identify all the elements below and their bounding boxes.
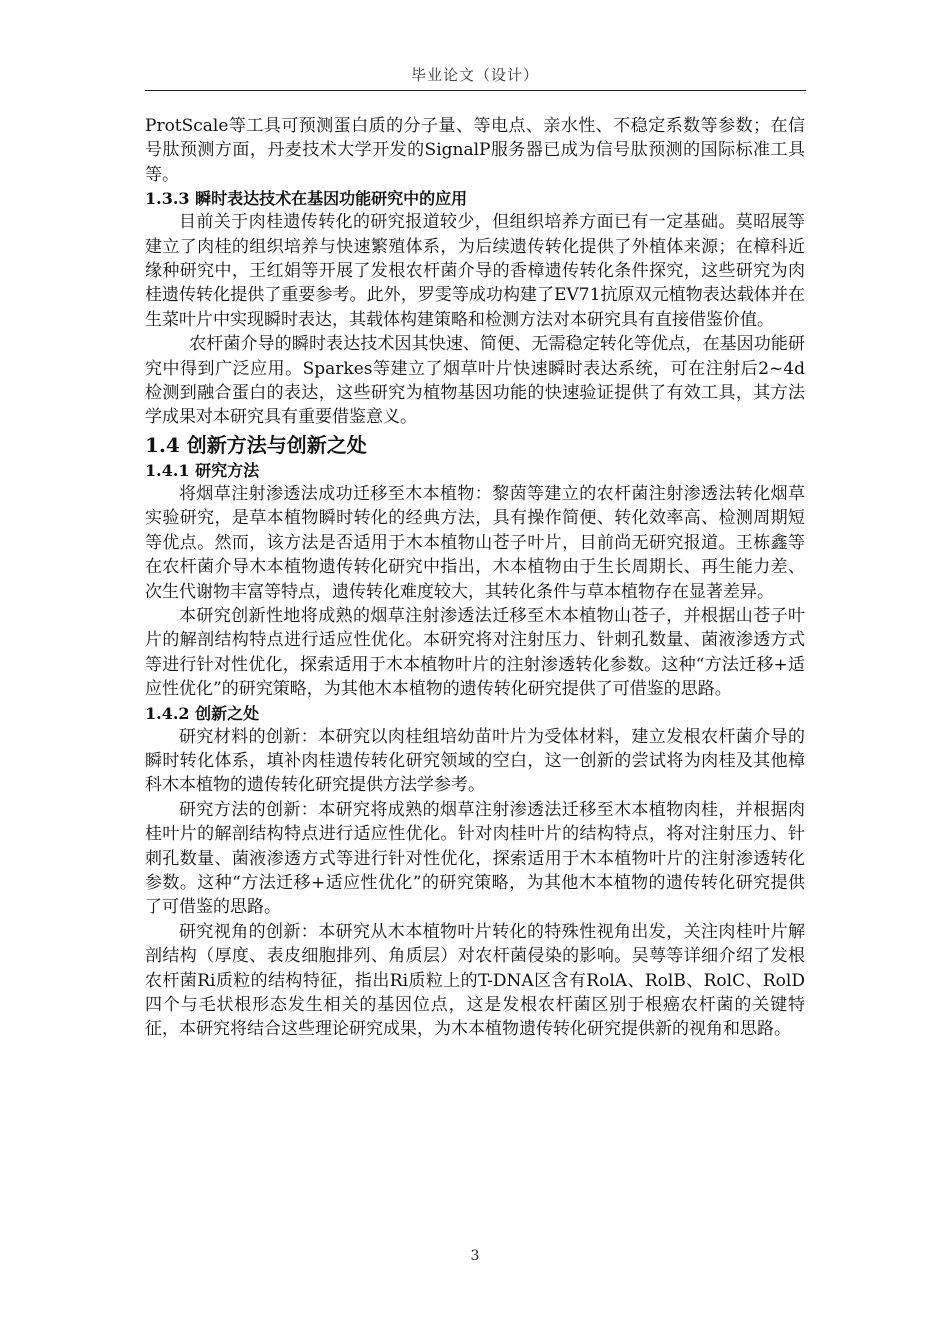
paragraph-material-innovation: 研究材料的创新：本研究以肉桂组培幼苗叶片为受体材料，建立发根农杆菌介导的瞬时转化体系，填补肉桂遗传转化研究领域的空白，这一创新的尝试将为肉桂及其他樟科木本植物的遗传转化研究提供方法学参考。: [145, 726, 805, 796]
paragraph-transient-expression: 农杆菌介导的瞬时表达技术因其快速、简便、无需稳定转化等优点，在基因功能研究中得到广泛应用。Sparkes等建立了烟草叶片快速瞬时表达系统，可在注射后2~4d检测到融合蛋白的表达，这些研究为植物基因功能的快速验证提供了有效工具，其方法学成果对本研究具有重要借鉴意义。: [145, 334, 805, 428]
paragraph-method-migration: 将烟草注射渗透法成功迁移至木本植物：黎茵等建立的农杆菌注射渗透法转化烟草实验研究，是草本植物瞬时转化的经典方法，具有操作简便、转化效率高、检测周期短等优点。然而，该方法是否适用于木本植物山苍子叶片，目前尚无研究报道。王栋鑫等在农杆菌介导木本植物遗传转化研究中指出，木本植物由于生长周期长、再生能力差、次生代谢物丰富等特点，遗传转化难度较大，其转化条件与草本植物存在显著差异。: [145, 483, 805, 602]
heading-1-4: 1.4 创新方法与创新之处: [145, 432, 367, 457]
document-body: [145, 114, 805, 1042]
paragraph-protscale: ProtScale等工具可预测蛋白质的分子量、等电点、亲水性、不稳定系数等参数；在信号肽预测方面，丹麦技术大学开发的SignalP服务器已成为信号肽预测的国际标准工具等。: [145, 116, 805, 185]
paragraph-innovation-strategy: 本研究创新性地将成熟的烟草注射渗透法迁移至木本植物山苍子，并根据山苍子叶片的解剖结构特点进行适应性优化。本研究将对注射压力、针刺孔数量、菌液渗透方式等进行针对性优化，探索适用于木本植物叶片的注射渗透转化参数。这种“方法迁移+适应性优化”的研究策略，为其他木本植物的遗传转化研究提供了可借鉴的思路。: [145, 605, 805, 700]
paragraph-cinnamon-research: 目前关于肉桂遗传转化的研究报道较少，但组织培养方面已有一定基础。莫昭展等建立了肉桂的组织培养与快速繁殖体系，为后续遗传转化提供了外植体来源；在樟科近缘种研究中，王红娟等开展了发根农杆菌介导的香樟遗传转化条件探究，这些研究为肉桂遗传转化提供了重要参考。此外，罗雯等成功构建了EV71抗原双元植物表达载体并在生菜叶片中实现瞬时表达，其载体构建策略和检测方法对本研究具有直接借鉴价值。: [145, 212, 805, 330]
page-number: 3: [470, 1248, 480, 1264]
page-header: 毕业论文（设计）: [410, 66, 539, 84]
paragraph-method-innovation: 研究方法的创新：本研究将成熟的烟草注射渗透法迁移至木本植物肉桂，并根据肉桂叶片的解剖结构特点进行适应性优化。针对肉桂叶片的结构特点，将对注射压力、针刺孔数量、菌液渗透方式等进行针对性优化，探索适用于木本植物叶片的注射渗透转化参数。这种“方法迁移+适应性优化”的研究策略，为其他木本植物的遗传转化研究提供了可借鉴的思路。: [145, 799, 805, 918]
heading-1-4-1: 1.4.1 研究方法: [145, 460, 260, 480]
heading-1-3-3: 1.3.3 瞬时表达技术在基因功能研究中的应用: [145, 189, 468, 209]
paragraph-perspective-innovation: 研究视角的创新：本研究从木本植物叶片转化的特殊性视角出发，关注肉桂叶片解剖结构（厚度、表皮细胞排列、角质层）对农杆菌侵染的影响。吴萼等详细介绍了发根农杆菌Ri质粒的结构特征，指出Ri质粒上的T-DNA区含有RolA、RolB、RolC、RolD四个与毛状根形态发生相关的基因位点，这是发根农杆菌区别于根癌农杆菌的关键特征，本研究将结合这些理论研究成果，为木本植物遗传转化研究提供新的视角和思路。: [145, 921, 805, 1040]
header-divider: [145, 90, 806, 91]
heading-1-4-2: 1.4.2 创新之处: [145, 703, 260, 723]
